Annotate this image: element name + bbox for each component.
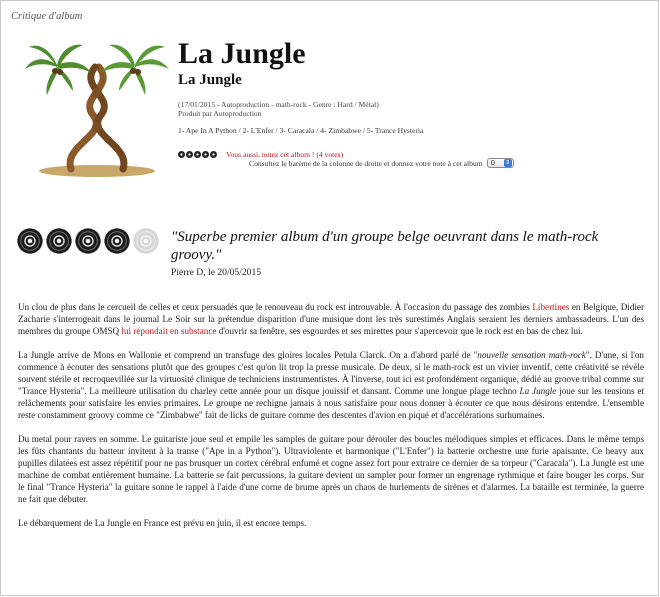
disc-icon xyxy=(178,151,185,158)
disc-icon xyxy=(210,151,217,158)
review-text: La Jungle arrive de Mons en Wallonie et comprend un transfuge des gloires locales Petula Clarck. On a d'abord parlé de " xyxy=(18,349,478,360)
review-text: d'ouvrir sa fenêtre, ses esgourdes et ses mirettes pour s'apercevoir que le rock est en bas de chez lui. xyxy=(216,326,583,337)
link-omsq-reply[interactable]: lui répondait en substance xyxy=(121,326,217,337)
review-text: ". D'une, si l'on commence à écouter des sensations plutôt que des groupes c'est qu'on lit trop la presse musicale. De deux, si le math-rock est un vivier inventif, cette créativité se révèle souvent stérile et recroquevillée sur la virtuosité clinique de techniciens instrumentistes. À l'inverse, tout ici est profondément organique, dédié au groove tribal comme sur "Trance Hysteria". La meilleure utilisation du charley cette année pour un disque jouissif et dansant. Comme une longue plage techno xyxy=(18,349,644,397)
link-libertines[interactable]: Libertines xyxy=(532,302,570,312)
tracklist: 1- Ape In A Python / 2- L'Enfer / 3- Caracala / 4- Zimbabwe / 5- Trance Hysteria xyxy=(178,126,424,135)
disc-icon-filled xyxy=(104,228,130,254)
vote-instruction-row xyxy=(249,157,514,169)
mini-rating-discs xyxy=(178,151,217,158)
review-text: en Belgique, Didier Zacharie s'interrogeait dans le journal Le Soir sur la prétendue disparition d'une musique dont les très surestimés Anglais seraient les derniers ambassadeurs. L'un des membres du groupe OMSQ xyxy=(18,302,645,337)
review-text: Un clou de plus dans le cercueil de celles et ceux persuadés que le renouveau du rock est introuvable. À l'occasion du passage des zombies xyxy=(18,302,533,312)
disc-icon-empty xyxy=(133,228,159,254)
disc-icon-filled xyxy=(46,228,72,254)
review-paragraph xyxy=(18,349,644,422)
album-meta xyxy=(178,100,379,118)
note-select[interactable] xyxy=(487,158,514,168)
review-text: joue sur les tensions et relâchements pour satisfaire les envies primaires. Le groupe ne rechigne jamais à nous satisfaire pour nous donner à écouter ce que nous désirons entendre. L'ensemble reste constamment groovy comme ce "Zimbabwe" fait de licks de guitare comme des descentes d'avion en piqué et d'accélérations surhumaines. xyxy=(18,386,644,421)
disc-icon-filled xyxy=(17,228,43,254)
album-title: La Jungle xyxy=(178,37,306,70)
review-emphasis: nouvelle sensation math-rock xyxy=(477,349,586,360)
disc-icon xyxy=(194,151,201,158)
review-author: Pierre D, le 20/05/2015 xyxy=(171,267,262,278)
disc-icon-filled xyxy=(75,228,101,254)
disc-icon xyxy=(202,151,209,158)
album-cover xyxy=(23,35,171,183)
album-meta-line: (17/01/2015 - Autoproduction - math-rock - Genre : Hard / Métal) xyxy=(178,100,379,109)
album-producer: Produit par Autoproduction xyxy=(178,109,262,118)
review-rating xyxy=(17,228,159,254)
note-select-value: 0 xyxy=(490,159,496,167)
section-label: Critique d'album xyxy=(11,11,83,22)
review-quote: "Superbe premier album d'un groupe belge oeuvrant dans le math-rock groovy." xyxy=(171,229,599,263)
review-paragraph: Le débarquement de La Jungle en France est prévu en juin, il est encore temps. xyxy=(18,517,307,528)
review-paragraph xyxy=(18,301,644,337)
vote-instruction: Consultez le barème de la colonne de droite et donnez votre note à cet album xyxy=(249,158,483,168)
review-emphasis: La Jungle xyxy=(519,386,557,397)
review-body xyxy=(18,301,644,541)
vote-link[interactable]: Vous aussi, notez cet album ! (4 votes) xyxy=(226,149,344,159)
disc-icon xyxy=(186,151,193,158)
album-artist: La Jungle xyxy=(178,72,242,88)
select-arrows-icon: ⇕ xyxy=(505,159,511,166)
review-paragraph: Du metal pour ravers en somme. Le guitariste joue seul et empile les samples de guitare pour dérouler des boucles mélodiques simples et efficaces. Dans le même temps les fûts chantants du batteur invitent à la transe ("Ape in a Python"). Ultraviolente et harmonique ("L'Enfer") la batterie orchestre une furie apaisante. Ce heavy aux pupilles dilatées est assez répétitif pour ne pas brusquer un cortex cérébral enfumé et cogne assez fort pour extraire ce dernier de sa torpeur ("Caracala"). La Jungle est une machine de combat entièrement humaine. La batterie se fait percussions, la guitare devient un sampler pour former un engrenage rythmique et faire bouger les corps. Sur le final "Trance Hysteria" la guitare sonne le rappel à l'aide d'une corne de brume après un chaos de hurlements de sirènes et d'alarmes. La bataille est terminée, la guerre ne fait que débuter. xyxy=(18,433,644,505)
